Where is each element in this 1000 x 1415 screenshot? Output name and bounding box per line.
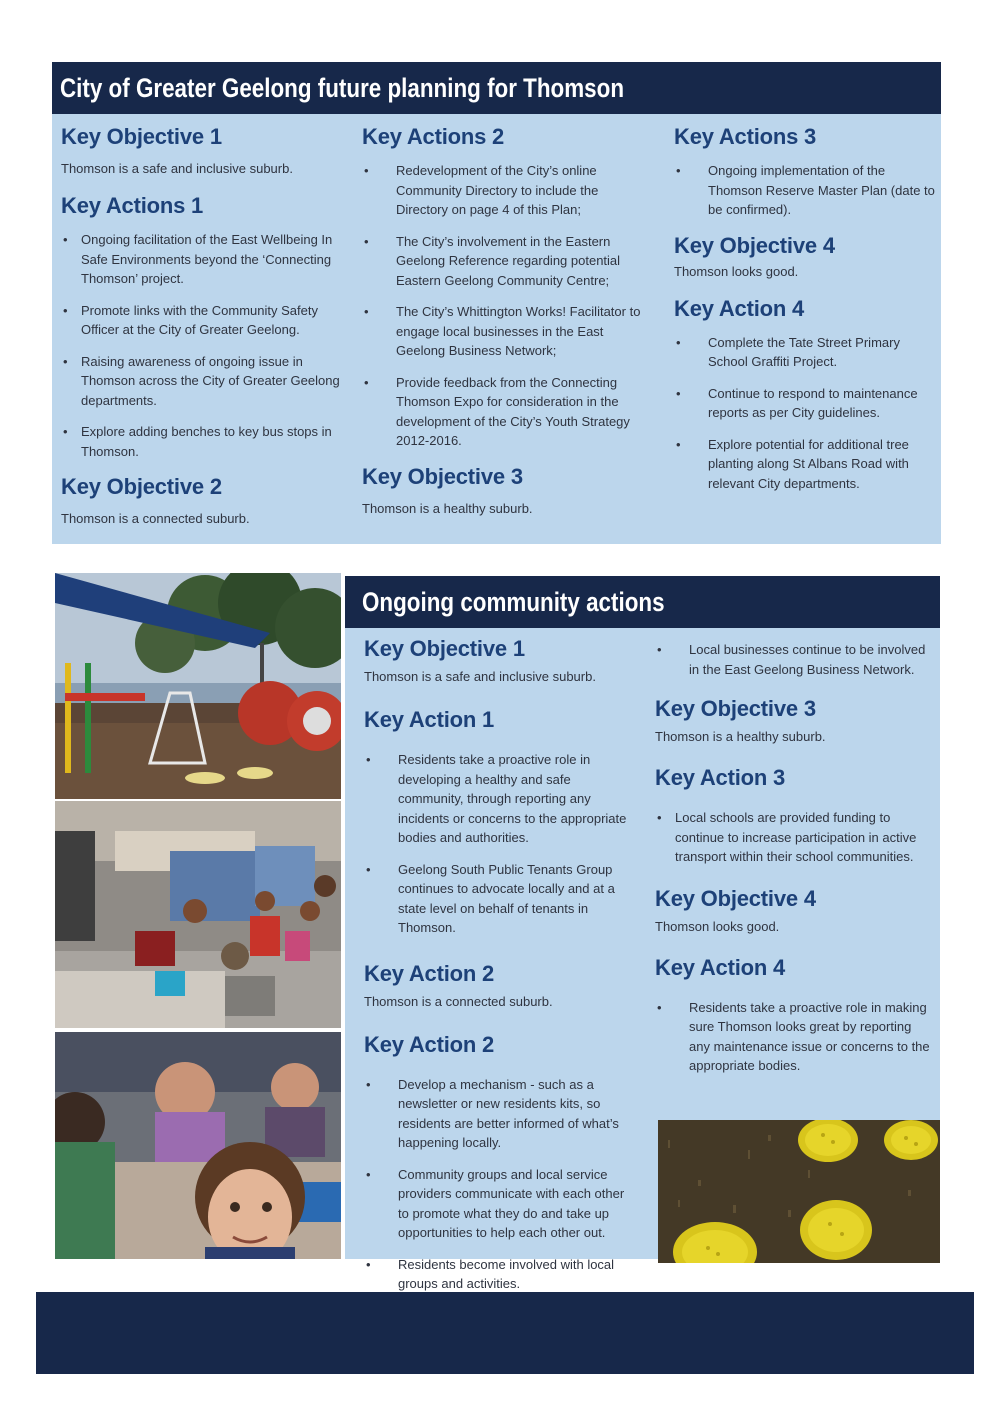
future-planning-title-bar — [52, 62, 941, 114]
ongoing-key-objective-3-text: Thomson is a healthy suburb. — [655, 729, 826, 744]
key-action-4-heading: Key Action 4 — [674, 295, 805, 321]
list-item: • Promote links with the Community Safety Officer at the City of Greater Geelong. — [61, 301, 346, 340]
key-actions-3-heading: Key Actions 3 — [674, 124, 817, 149]
list-item: • The City’s Whittington Works! Facilitator to engage local businesses in the East Geelong Business Network; — [362, 302, 642, 361]
key-objective-4-text: Thomson looks good. — [674, 263, 799, 279]
playground-photo — [55, 573, 341, 799]
list-item: • Explore adding benches to key bus stops in Thomson. — [61, 422, 346, 461]
footer-band — [36, 1292, 974, 1374]
list-item: • The City’s involvement in the Eastern Geelong Reference regarding potential Eastern Geelong Community Centre; — [362, 232, 642, 291]
key-actions-2-list — [362, 161, 642, 451]
list-item: • Provide feedback from the Connecting Thomson Expo for consideration in the development of the City’s Youth Strategy 2012-2016. — [362, 373, 642, 451]
ongoing-continued-list — [655, 640, 931, 679]
classroom-photo — [55, 801, 341, 1028]
ongoing-key-action-2b-list — [364, 1075, 636, 1294]
garden-stepping-stones-photo — [658, 1120, 940, 1263]
list-item: • Residents take a proactive role in making sure Thomson looks great by reporting any maintenance issue or concerns to the appropriate bodies. — [655, 998, 931, 1076]
future-planning-title: City of Greater Geelong future planning for Thomson — [60, 73, 625, 103]
key-actions-3-list — [674, 161, 938, 220]
key-actions-1-list — [61, 230, 346, 461]
ongoing-key-action-3-heading: Key Action 3 — [655, 765, 786, 790]
playground-photo-graphic — [55, 573, 341, 799]
ongoing-col-1 — [364, 635, 636, 1306]
list-item: • Ongoing facilitation of the East Wellbeing In Safe Environments beyond the ‘Connecting Thomson’ project. — [61, 230, 346, 289]
key-action-4-list — [674, 333, 938, 494]
ongoing-col-2 — [655, 640, 931, 1088]
future-col-1 — [61, 123, 346, 528]
key-objective-2-heading: Key Objective 2 — [61, 474, 222, 499]
list-item: • Explore potential for additional tree planting along St Albans Road with relevant City departments. — [674, 435, 938, 494]
ongoing-key-objective-1-heading: Key Objective 1 — [364, 636, 525, 661]
key-objective-4-heading: Key Objective 4 — [674, 232, 835, 258]
list-item: • Develop a mechanism - such as a newsletter or new residents kits, so residents are better informed of what’s happening locally. — [364, 1075, 636, 1153]
ongoing-key-action-2-heading: Key Action 2 — [364, 960, 495, 986]
list-item: • Residents take a proactive role in developing a healthy and safe community, through reporting any incidents or concerns to the appropriate bodies and authorities. — [364, 750, 636, 848]
future-col-3 — [674, 123, 938, 505]
ongoing-actions-title: Ongoing community actions — [362, 587, 665, 617]
ongoing-actions-title-bar — [345, 576, 940, 628]
ongoing-key-objective-4-text: Thomson looks good. — [655, 918, 780, 934]
list-item: • Geelong South Public Tenants Group continues to advocate locally and at a state level on behalf of tenants in Thomson. — [364, 860, 636, 938]
list-item: • Residents become involved with local groups and activities. — [364, 1255, 636, 1294]
ongoing-key-action-4-list — [655, 998, 931, 1076]
ongoing-key-action-3-list — [655, 808, 931, 867]
ongoing-key-action-1-heading: Key Action 1 — [364, 707, 495, 732]
ongoing-key-action-2-text: Thomson is a connected suburb. — [364, 993, 553, 1009]
key-objective-3-heading: Key Objective 3 — [362, 463, 523, 489]
children-photo — [55, 1032, 341, 1259]
future-col-2 — [362, 123, 642, 518]
list-item: • Local schools are provided funding to continue to increase participation in active transport within their school communities. — [655, 808, 931, 867]
key-actions-2-heading: Key Actions 2 — [362, 124, 505, 149]
classroom-photo-graphic — [55, 801, 341, 1028]
list-item: • Continue to respond to maintenance reports as per City guidelines. — [674, 384, 938, 423]
list-item: • Community groups and local service providers communicate with each other to promote what they do and take up opportunities to help each other out. — [364, 1165, 636, 1243]
key-objective-1-heading: Key Objective 1 — [61, 124, 222, 149]
ongoing-key-action-2b-heading: Key Action 2 — [364, 1031, 495, 1057]
list-item: • Ongoing implementation of the Thomson Reserve Master Plan (date to be confirmed). — [674, 161, 938, 220]
list-item: • Redevelopment of the City’s online Community Directory to include the Directory on page 4 of this Plan; — [362, 161, 642, 220]
list-item: • Complete the Tate Street Primary School Graffiti Project. — [674, 333, 938, 372]
list-item: • Local businesses continue to be involved in the East Geelong Business Network. — [655, 640, 931, 679]
ongoing-key-action-1-list — [364, 750, 636, 938]
key-objective-3-text: Thomson is a healthy suburb. — [362, 500, 533, 516]
key-objective-1-text: Thomson is a safe and inclusive suburb. — [61, 161, 293, 176]
ongoing-key-action-4-heading: Key Action 4 — [655, 954, 786, 980]
ongoing-key-objective-4-heading: Key Objective 4 — [655, 885, 816, 911]
key-actions-1-heading: Key Actions 1 — [61, 193, 204, 218]
ongoing-key-objective-1-text: Thomson is a safe and inclusive suburb. — [364, 669, 596, 684]
list-item: • Raising awareness of ongoing issue in Thomson across the City of Greater Geelong departments. — [61, 352, 346, 411]
children-photo-graphic — [55, 1032, 341, 1259]
ongoing-key-objective-3-heading: Key Objective 3 — [655, 696, 816, 721]
garden-stepping-stones-graphic — [658, 1120, 940, 1263]
key-objective-2-text: Thomson is a connected suburb. — [61, 511, 250, 526]
